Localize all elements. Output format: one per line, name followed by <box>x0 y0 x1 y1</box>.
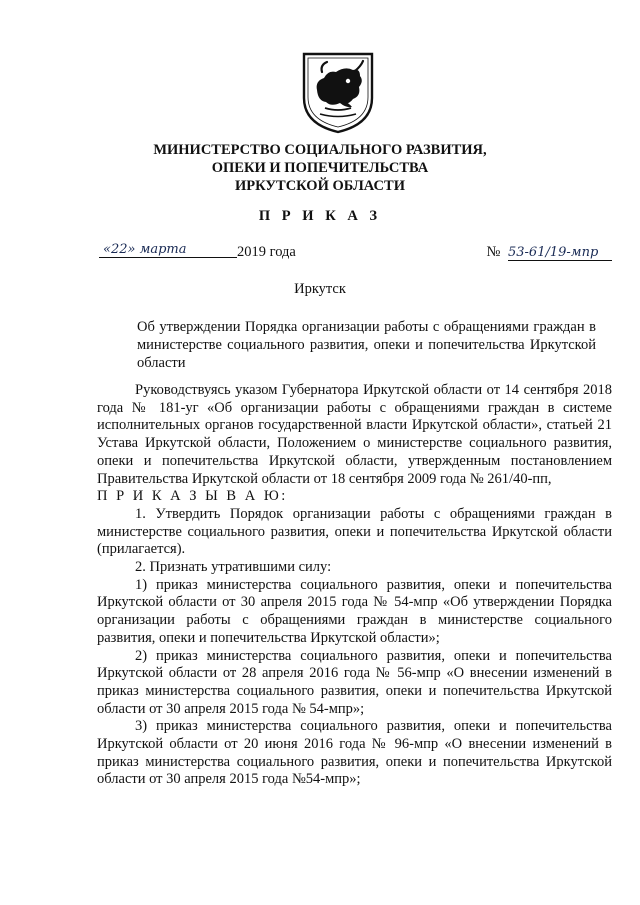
number-sign: № <box>486 244 501 260</box>
order-subject: Об утверждении Порядка организации работы с обращениями граждан в министерстве социального развития, опеки и попечительства Иркутской области <box>137 319 596 371</box>
handwritten-date: «22» марта <box>99 242 237 258</box>
date-number-row <box>99 244 612 266</box>
document-title: П Р И К А З <box>258 208 382 224</box>
handwritten-number: 53-61/19-мпр <box>508 245 612 261</box>
order-item: 3) приказ министерства социального развития, опеки и попечительства Иркутской области от 20 июня 2016 года № 96-мпр «О внесении изменений в приказ министерства социального развития, опеки и попечительства Иркутской области от 30 апреля 2015 года №54-мпр»; <box>97 718 612 788</box>
order-number <box>487 244 612 261</box>
document-body <box>97 382 612 789</box>
date-year: 2019 года <box>237 244 296 260</box>
irkutsk-coat-of-arms-icon <box>300 50 376 134</box>
order-item: 2. Признать утратившими силу: <box>135 559 332 576</box>
ministry-name <box>0 141 640 195</box>
order-item: 1. Утвердить Порядок организации работы с обращениями граждан в министерстве социального развития, опеки и попечительства Иркутской области (прилагается). <box>97 505 612 558</box>
ministry-line: ИРКУТСКОЙ ОБЛАСТИ <box>235 178 405 194</box>
ministry-line: ОПЕКИ И ПОПЕЧИТЕЛЬСТВА <box>211 160 429 176</box>
order-word: П Р И К А З Ы В А Ю: <box>97 488 288 505</box>
city: Иркутск <box>294 281 346 297</box>
order-item: 2) приказ министерства социального развития, опеки и попечительства Иркутской области от 28 апреля 2016 года № 56-мпр «О внесении изменений в приказ министерства социального развития, опеки и попечительства Иркутской области от 30 апреля 2015 года № 54-мпр»; <box>97 647 612 717</box>
order-item: 1) приказ министерства социального развития, опеки и попечительства Иркутской области от 30 апреля 2015 года № 54-мпр «Об утверждении Порядка организации работы с обращениями граждан в министерстве социального развития, опеки и попечительства Иркутской области»; <box>97 576 612 646</box>
ministry-line: МИНИСТЕРСТВО СОЦИАЛЬНОГО РАЗВИТИЯ, <box>153 142 487 158</box>
preamble-paragraph: Руководствуясь указом Губернатора Иркутской области от 14 сентября 2018 года № 181-уг «Об организации работы с обращениями граждан в системе исполнительных органов государственной власти Иркутской области», статьей 21 Устава Иркутской области, Положением о министерстве социального развития, опеки и попечительства Иркутской области, утвержденным постановлением Правительства Иркутской области от 18 сентября 2009 года № 261/40-пп, <box>97 382 612 487</box>
